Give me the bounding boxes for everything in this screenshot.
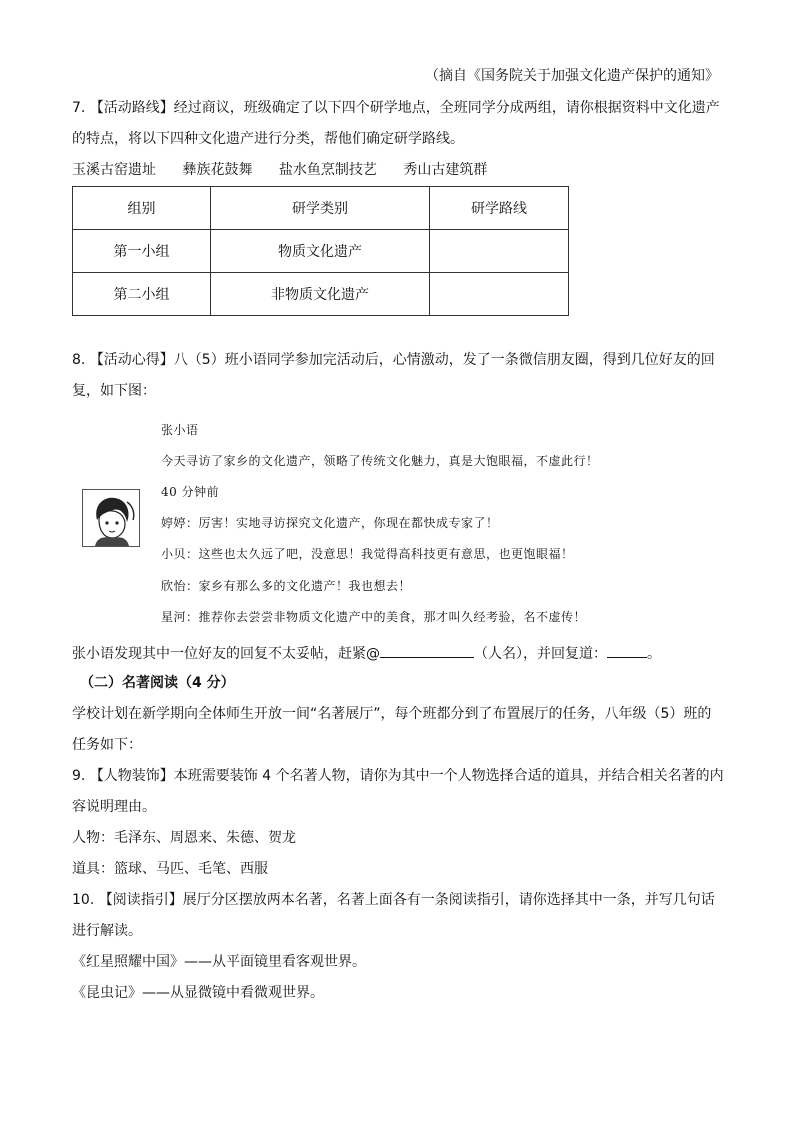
name-blank[interactable] xyxy=(380,643,474,658)
site-item: 盐水鱼烹制技艺 xyxy=(278,162,377,178)
reply-item: 星河：推荐你去尝尝非物质文化遗产中的美食，那才叫久经考验，名不虚传！ xyxy=(161,610,587,624)
section-intro-1: 学校计划在新学期向全体师生开放一间“名著展厅”，每个班都分到了布置展厅的任务，八年级（5）班的 xyxy=(72,706,712,722)
table-row xyxy=(73,273,569,316)
avatar-illustration-icon xyxy=(83,490,139,546)
answer-prefix: 张小语发现其中一位好友的回复不太妥帖，赶紧@ xyxy=(72,646,380,662)
section-intro-2: 任务如下： xyxy=(72,737,142,753)
reply-blank[interactable] xyxy=(607,643,647,658)
reading-guide-1: 《红星照耀中国》——从平面镜里看客观世界。 xyxy=(72,954,366,970)
table-cell: 第二小组 xyxy=(73,273,211,316)
table-row xyxy=(73,230,569,273)
study-route-table xyxy=(72,186,569,316)
q8-line-1: 8. 【活动心得】八（5）班小语同学参加完活动后，心情激动，发了一条微信朋友圈，得到几位好友的回 xyxy=(72,352,715,368)
q7-site-list xyxy=(72,160,487,180)
q10-line-2: 进行解读。 xyxy=(72,923,142,939)
site-item: 秀山古建筑群 xyxy=(403,162,488,178)
site-item: 玉溪古窑遗址 xyxy=(72,162,156,178)
reply-item: 欣怡：家乡有那么多的文化遗产！我也想去！ xyxy=(161,579,412,593)
section-title: （二）名著阅读（4 分） xyxy=(80,675,235,691)
q8-answer-line xyxy=(72,643,661,664)
table-header-row xyxy=(73,187,569,230)
post-author: 张小语 xyxy=(161,423,199,437)
answer-cell[interactable] xyxy=(430,273,569,316)
table-header-cell: 研学类别 xyxy=(211,187,430,230)
site-item: 彝族花鼓舞 xyxy=(182,162,253,178)
table-header-cell: 组别 xyxy=(73,187,211,230)
post-time: 40 分钟前 xyxy=(161,485,220,499)
reply-item: 小贝：这些也太久远了吧，没意思！我觉得高科技更有意思，也更饱眼福！ xyxy=(161,547,574,561)
table-cell: 非物质文化遗产 xyxy=(211,273,430,316)
source-note: （摘自《国务院关于加强文化遗产保护的通知》 xyxy=(425,68,719,84)
q8-line-2: 复，如下图： xyxy=(72,383,156,399)
table-cell: 物质文化遗产 xyxy=(211,230,430,273)
table-header-cell: 研学路线 xyxy=(430,187,569,230)
q7-line-1: 7. 【活动路线】经过商议，班级确定了以下四个研学地点，全班同学分成两组，请你根据资料中文化遗产 xyxy=(72,100,720,116)
q9-line-1: 9. 【人物装饰】本班需要装饰 4 个名著人物，请你为其中一个人物选择合适的道具，并结合相关名著的内 xyxy=(72,768,724,784)
avatar xyxy=(82,489,140,547)
q9-people: 人物：毛泽东、周恩来、朱德、贺龙 xyxy=(72,830,296,846)
table-cell: 第一小组 xyxy=(73,230,211,273)
reply-item: 婷婷：厉害！实地寻访探究文化遗产，你现在都快成专家了！ xyxy=(161,516,499,530)
post-text: 今天寻访了家乡的文化遗产，领略了传统文化魅力，真是大饱眼福，不虚此行！ xyxy=(161,454,599,468)
reading-guide-2: 《昆虫记》——从显微镜中看微观世界。 xyxy=(72,985,324,1001)
answer-end: 。 xyxy=(647,646,661,662)
q10-line-1: 10. 【阅读指引】展厅分区摆放两本名著，名著上面各有一条阅读指引，请你选择其中一条，并写几句话 xyxy=(72,892,715,908)
answer-mid: （人名），并回复道： xyxy=(474,646,607,662)
q9-line-2: 容说明理由。 xyxy=(72,799,156,815)
q9-props: 道具：篮球、马匹、毛笔、西服 xyxy=(72,861,268,877)
answer-cell[interactable] xyxy=(430,230,569,273)
q7-line-2: 的特点，将以下四种文化遗产进行分类，帮他们确定研学路线。 xyxy=(72,131,464,147)
